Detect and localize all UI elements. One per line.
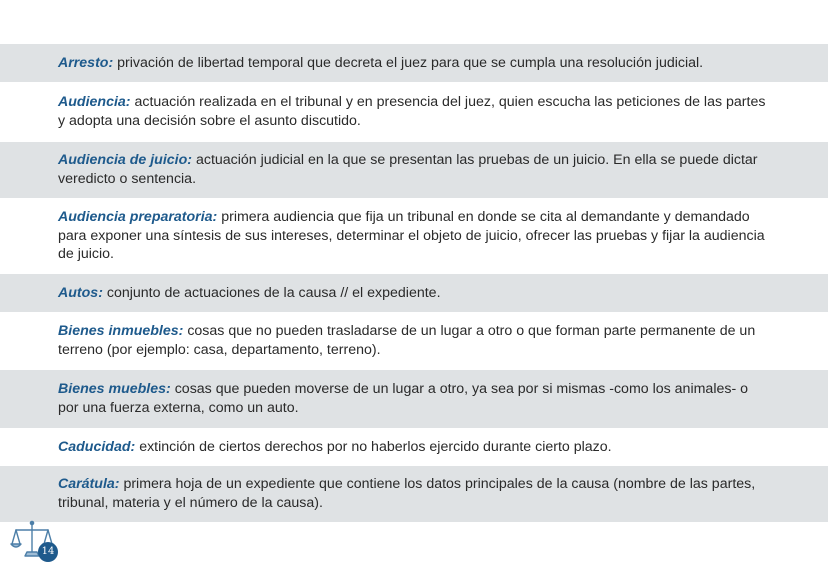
glossary-entry-audiencia-preparatoria	[0, 198, 828, 274]
glossary-definition: cosas que pueden moverse de un lugar a otro, ya sea por si mismas -como los animales- o por una fuerza externa, como un auto.	[58, 381, 749, 416]
glossary-term: Audiencia:	[58, 94, 131, 111]
glossary-term: Bienes inmuebles:	[58, 323, 184, 340]
page-number: 14	[38, 542, 58, 562]
glossary-list	[0, 44, 828, 522]
glossary-definition: actuación judicial en la que se presentan las pruebas de un juicio. En ella se puede dictar veredicto o sentencia.	[58, 152, 758, 187]
glossary-definition: primera hoja de un expediente que contiene los datos principales de la causa (nombre de las partes, tribunal, materia y el número de la causa).	[58, 476, 756, 511]
glossary-definition: conjunto de actuaciones de la causa // el expediente.	[102, 284, 441, 301]
glossary-definition: privación de libertad temporal que decreta el juez para que se cumpla una resolución judicial.	[113, 54, 704, 71]
glossary-definition: actuación realizada en el tribunal y en presencia del juez, quien escucha las peticiones de las partes y adopta una decisión sobre el asunto discutido.	[58, 94, 766, 129]
glossary-term: Bienes muebles:	[58, 381, 171, 398]
glossary-definition: primera audiencia que fija un tribunal en donde se cita al demandante y demandado para exponer una síntesis de sus intereses, determinar el objeto de juicio, ofrecer las pruebas y fijar la audiencia de juicio.	[58, 208, 765, 263]
glossary-term: Carátula:	[58, 476, 120, 493]
glossary-entry-arresto	[0, 44, 828, 82]
glossary-entry-bienes-muebles	[0, 370, 828, 428]
glossary-term: Audiencia preparatoria:	[58, 208, 218, 225]
glossary-definition: cosas que no pueden trasladarse de un lugar a otro o que forman parte permanente de un terreno (por ejemplo: casa, departamento, terreno).	[58, 323, 756, 358]
glossary-entry-audiencia	[0, 82, 828, 142]
glossary-entry-bienes-inmuebles	[0, 312, 828, 370]
glossary-term: Caducidad:	[58, 438, 136, 455]
glossary-entry-caratula	[0, 466, 828, 522]
glossary-term: Autos:	[58, 284, 103, 301]
glossary-term: Arresto:	[58, 54, 114, 71]
glossary-entry-autos	[0, 274, 828, 312]
glossary-definition: extinción de ciertos derechos por no haberlos ejercido durante cierto plazo.	[135, 438, 612, 455]
glossary-entry-audiencia-de-juicio	[0, 142, 828, 198]
glossary-term: Audiencia de juicio:	[58, 152, 193, 169]
glossary-entry-caducidad	[0, 428, 828, 466]
